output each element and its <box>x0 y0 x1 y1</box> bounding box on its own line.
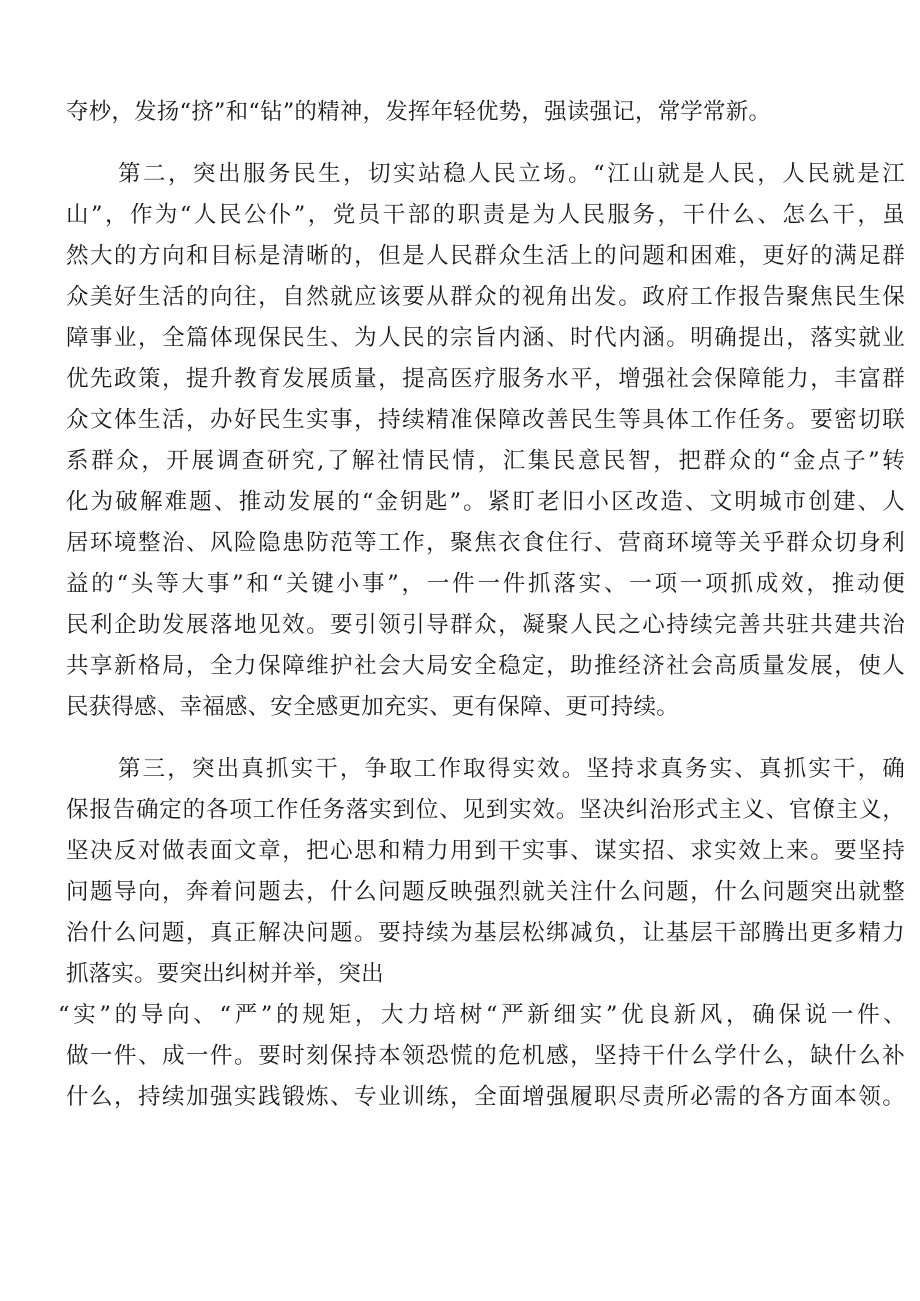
text-line: 坚决反对做表面文章，把心思和精力用到干实事、谋实招、求实效上来。要坚持 <box>66 838 905 864</box>
text-line: 治什么问题，真正解决问题。要持续为基层松绑减负，让基层干部腾出更多精力 <box>66 920 905 946</box>
text-line: 系群众，开展调查研究,了解社情民情，汇集民意民智，把群众的“金点子”转 <box>66 448 905 474</box>
text-line: 众美好生活的向往，自然就应该要从群众的视角出发。政府工作报告聚焦民生保 <box>66 284 905 310</box>
text-line: 共享新格局，全力保障维护社会大局安全稳定，助推经济社会高质量发展，使人 <box>66 653 905 679</box>
text-line: 抓落实。要突出纠树并举，突出 <box>66 961 384 987</box>
text-line: 什么，持续加强实践锻炼、专业训练，全面增强履职尽责所必需的各方面本领。 <box>66 1084 905 1110</box>
text-line: 然大的方向和目标是清晰的，但是人民群众生活上的问题和困难，更好的满足群 <box>66 243 905 269</box>
text-line: 民获得感、幸福感、安全感更加充实、更有保障、更可持续。 <box>66 694 679 720</box>
text-line: 夺杪，发扬“挤”和“钻”的精神，发挥年轻优势，强读强记，常学常新。 <box>66 99 772 125</box>
text-line: 做一件、成一件。要时刻保持本领恐慌的危机感，坚持干什么学什么，缺什么补 <box>66 1043 905 1069</box>
text-line: “实”的导向、“严”的规矩，大力培树“严新细实”优良新风，确保说一件、 <box>58 1002 906 1028</box>
text-line: 优先政策，提升教育发展质量，提高医疗服务水平，增强社会保障能力，丰富群 <box>66 366 905 392</box>
text-line: 化为破解难题、推动发展的“金钥匙”。紧盯老旧小区改造、文明城市创建、人 <box>66 489 905 515</box>
text-line: 问题导向，奔着问题去，什么问题反映强烈就关注什么问题，什么问题突出就整 <box>66 879 905 905</box>
text-line: 第三，突出真抓实干，争取工作取得实效。坚持求真务实、真抓实干，确 <box>118 756 905 782</box>
text-line: 民利企助发展落地见效。要引领引导群众，凝聚人民之心持续完善共驻共建共治 <box>66 612 905 638</box>
text-line: 障事业，全篇体现保民生、为人民的宗旨内涵、时代内涵。明确提出，落实就业 <box>66 325 905 351</box>
text-line: 保报告确定的各项工作任务落实到位、见到实效。坚决纠治形式主义、官僚主义， <box>66 797 905 823</box>
text-line: 居环境整治、风险隐患防范等工作，聚焦衣食住行、营商环境等关乎群众切身利 <box>66 530 905 556</box>
text-line: 第二，突出服务民生，切实站稳人民立场。“江山就是人民，人民就是江 <box>118 161 905 187</box>
text-line: 山”，作为“人民公仆”，党员干部的职责是为人民服务，干什么、怎么干，虽 <box>66 202 905 228</box>
text-line: 益的“头等大事”和“关键小事”，一件一件抓落实、一项一项抓成效，推动便 <box>66 571 905 597</box>
text-line: 众文体生活，办好民生实事，持续精准保障改善民生等具体工作任务。要密切联 <box>66 407 905 433</box>
